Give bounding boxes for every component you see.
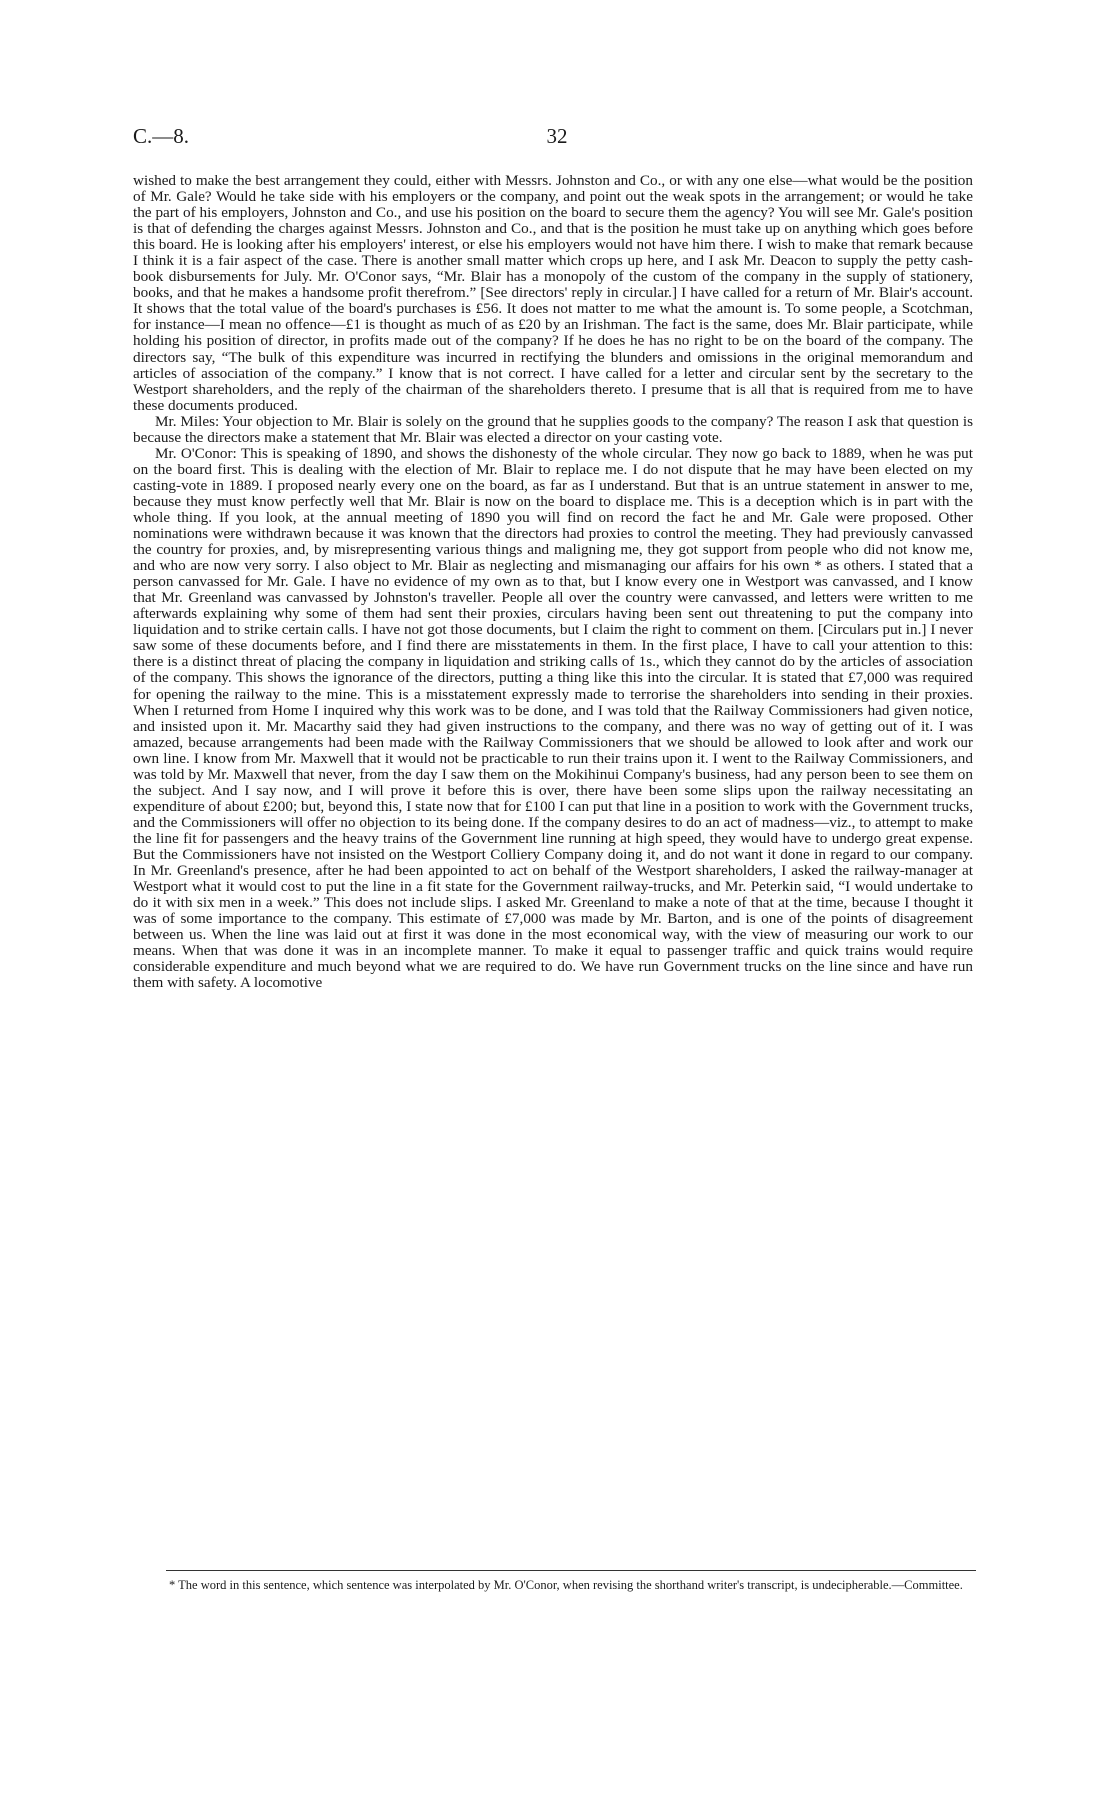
document-code: C.—8.	[133, 124, 190, 148]
paragraph-continuation: wished to make the best arrangement they could, either with Messrs. Johnston and Co., or with any one else—what would be the position of Mr. Gale? Would he take side with his employers or the company, and point out the weak spots in the arrangement; or would he take the part of his employers, Johnston and Co., and use his position on the board to secure them the agency? You will see Mr. Gale's position is that of defending the charges against Messrs. Johnston and Co., and that is the position he must take up on anything which goes before this board. He is looking after his employers' interest, or else his employers would not have him there. I wish to make that remark because I think it is a fair aspect of the case. There is another small matter which crops up here, and I ask Mr. Deacon to supply the petty cash-book disbursements for July. Mr. O'Conor says, “Mr. Blair has a monopoly of the custom of the company in the supply of stationery, books, and that he makes a handsome profit therefrom.” [See directors' reply in circular.] I have called for a return of Mr. Blair's account. It shows that the total value of the board's purchases is £56. It does not matter to me what the amount is. To some people, a Scotchman, for instance—I mean no offence—£1 is thought as much of as £20 by an Irishman. The fact is the same, does Mr. Blair participate, while holding his position of director, in profits made out of the company? If he does he has no right to be on the board of the company. The directors say, “The bulk of this expenditure was incurred in rectifying the blunders and omissions in the original memorandum and articles of association of the company.” I know that is not correct. I have called for a letter and circular sent by the secretary to the Westport shareholders, and the reply of the chairman of the shareholders thereto. I presume that is all that is required from me to have these documents produced.	[133, 172, 973, 414]
footnote-text: * The word in this sentence, which sentence was interpolated by Mr. O'Conor, when revising the shorthand writer's transcript, is undecipherable.—Committee.	[169, 1578, 963, 1592]
body-text	[133, 173, 973, 991]
page-header	[133, 124, 981, 154]
page-number: 32	[546, 124, 568, 148]
paragraph-mr-miles: Mr. Miles: Your objection to Mr. Blair is solely on the ground that he supplies goods to the company? The reason I ask that question is because the directors make a statement that Mr. Blair was elected a director on your casting vote.	[133, 412, 973, 446]
footnote	[133, 1578, 973, 1594]
paragraph-mr-oconor: Mr. O'Conor: This is speaking of 1890, and shows the dishonesty of the whole circular. They now go back to 1889, when he was put on the board first. This is dealing with the election of Mr. Blair to replace me. I do not dispute that he may have been elected on my casting-vote in 1889. I proposed nearly every one on the board, as far as I understand. But that is an untrue statement in answer to me, because they must know perfectly well that Mr. Blair is now on the board to displace me. This is a deception which is in part with the whole thing. If you look, at the annual meeting of 1890 you will find on record the fact he and Mr. Gale were proposed. Other nominations were withdrawn because it was known that the directors had proxies to control the meeting. They had previously canvassed the country for proxies, and, by misrepresenting various things and maligning me, they got support from people who did not know me, and who are now very sorry. I also object to Mr. Blair as neglecting and mismanaging our affairs for his own * as others. I stated that a person canvassed for Mr. Gale. I have no evidence of my own as to that, but I know every one in Westport was canvassed, and I know that Mr. Greenland was canvassed by Johnston's traveller. People all over the country were canvassed, and letters were written to me afterwards explaining why some of them had sent their proxies, circulars having been sent out threatening to put the company into liquidation and to strike certain calls. I have not got those documents, but I claim the right to comment on them. [Circulars put in.] I never saw some of these documents before, and I find there are misstatements in them. In the first place, I have to call your attention to this: there is a distinct threat of placing the company in liquidation and striking calls of 1s., which they cannot do by the articles of association of the company. This shows the ignorance of the directors, putting a thing like this into the circular. It is stated that £7,000 was required for opening the railway to the mine. This is a misstatement expressly made to terrorise the shareholders into sending in their proxies. When I returned from Home I inquired why this work was to be done, and I was told that the Railway Commissioners had given notice, and insisted upon it. Mr. Macarthy said they had given instructions to the company, and there was no way of getting out of it. I was amazed, because arrangements had been made with the Railway Commissioners that we should be allowed to look after and work our own line. I know from Mr. Maxwell that it would not be practicable to run their trains upon it. I went to the Railway Commissioners, and was told by Mr. Maxwell that never, from the day I saw them on the Mokihinui Company's business, had any person been to see them on the subject. And I say now, and I will prove it before this is over, there have been some slips upon the railway necessitating an expenditure of about £200; but, beyond this, I state now that for £100 I can put that line in a position to work with the Government trucks, and the Commissioners will offer no objection to its being done. If the company desires to do an act of madness—viz., to attempt to make the line fit for passengers and the heavy trains of the Government line running at high speed, they would have to undergo great expense. But the Commissioners have not insisted on the Westport Colliery Company doing it, and do not want it done in regard to our company. In Mr. Greenland's presence, after he had been appointed to act on behalf of the Westport shareholders, I asked the railway-manager at Westport what it would cost to put the line in a fit state for the Government railway-trucks, and Mr. Peterkin said, “I would undertake to do it with six men in a week.” This does not include slips. I asked Mr. Greenland to make a note of that at the time, because I thought it was of some importance to the company. This estimate of £7,000 was made by Mr. Barton, and is one of the points of disagreement between us. When the line was laid out at first it was done in the most economical way, with the view of measuring our work to our means. When that was done it was in an incomplete manner. To make it equal to passenger traffic and quick trains would require considerable expenditure and much beyond what we are required to do. We have run Government trucks on the line since and have run them with safety. A locomotive	[133, 444, 973, 992]
footnote-divider	[166, 1570, 976, 1571]
